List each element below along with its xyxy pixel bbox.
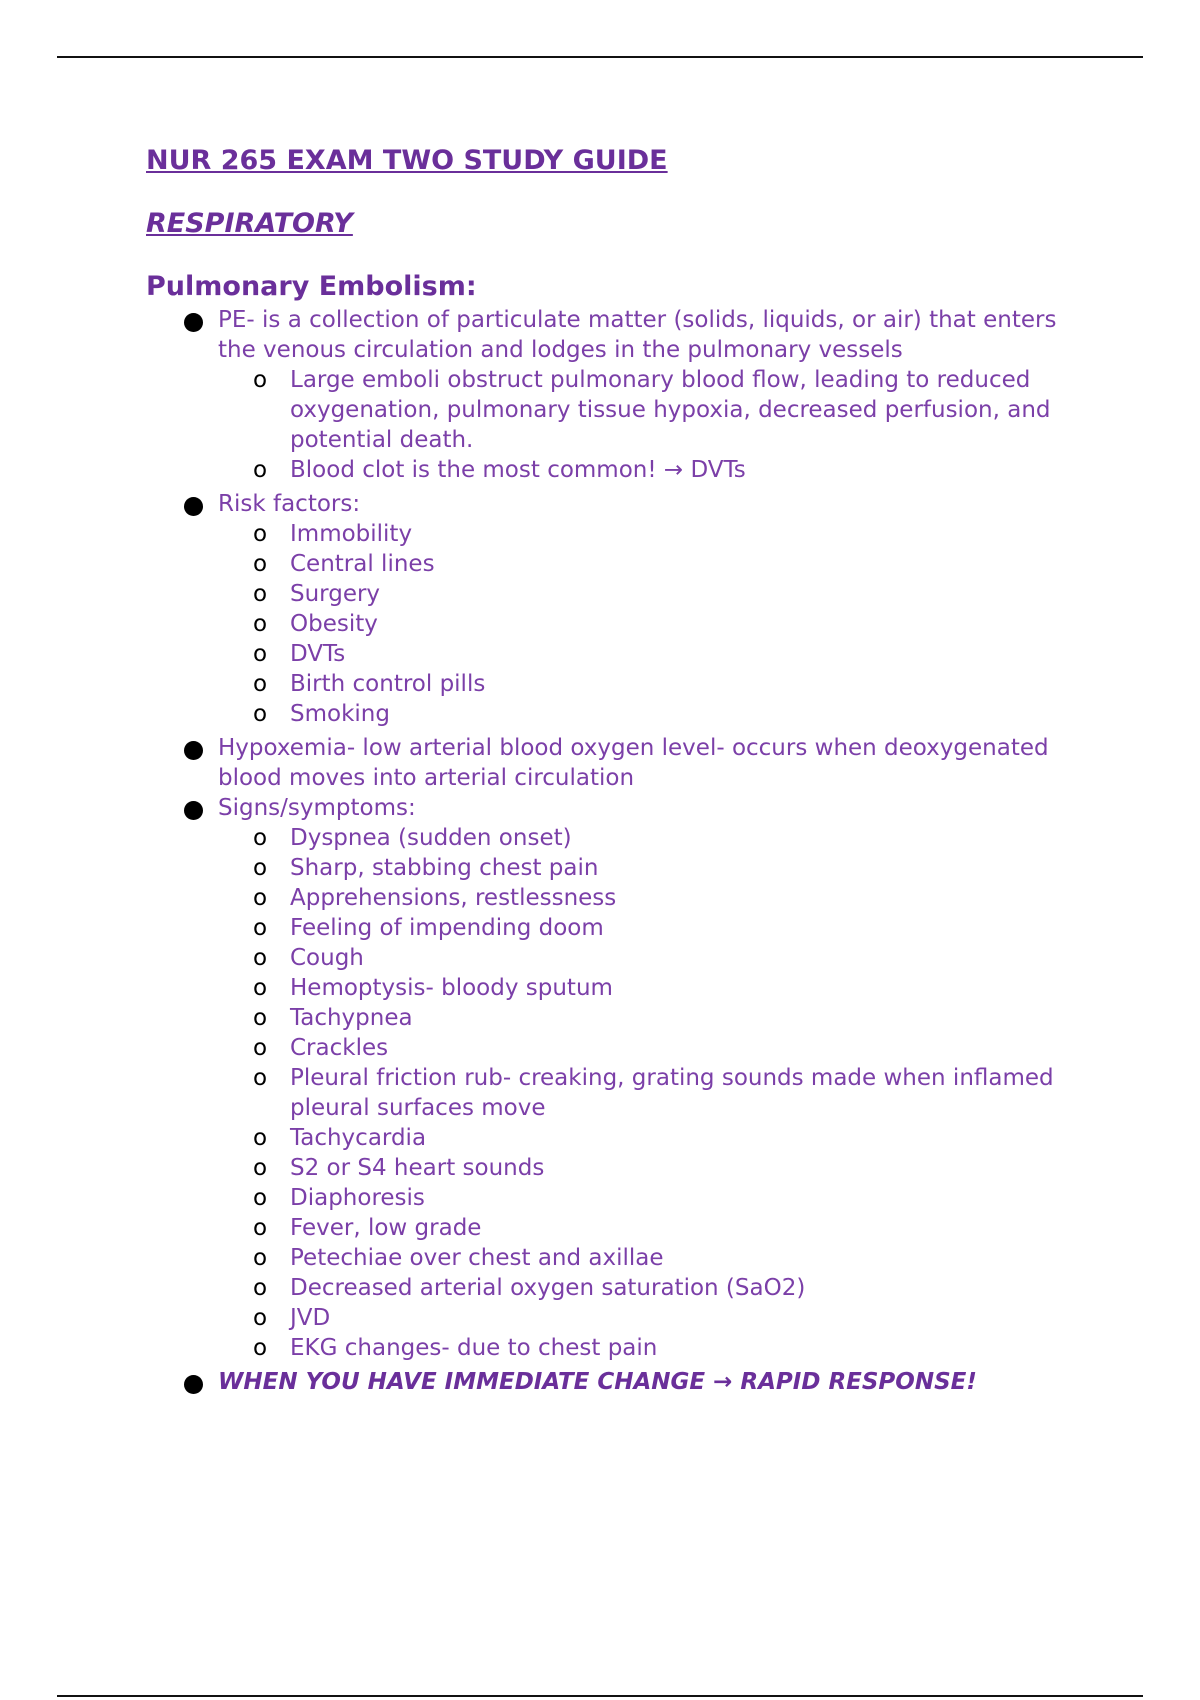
list-item: o Apprehensions, restlessness — [253, 885, 617, 911]
list-item: o Central lines — [253, 551, 435, 577]
sub-bullet-icon: o — [253, 885, 268, 911]
list-item — [146, 305, 1086, 485]
sub-bullet-icon: o — [253, 581, 268, 607]
list-item: o Petechiae over chest and axillae — [253, 1245, 664, 1271]
list-item: o EKG changes- due to chest pain — [253, 1335, 658, 1361]
list-item — [146, 489, 1086, 729]
sub-bullet-icon: o — [253, 641, 268, 667]
risk-factors-list — [218, 519, 1086, 729]
sub-bullet-icon: o — [253, 945, 268, 971]
sub-bullet-icon: o — [253, 1125, 268, 1151]
list-item: o Surgery — [253, 581, 381, 607]
list-item — [146, 1367, 1086, 1397]
sub-bullet-icon: o — [253, 1155, 268, 1181]
sub-bullet-icon: o — [253, 521, 268, 547]
list-item: o Obesity — [253, 611, 378, 637]
signs-label: Signs/symptoms: — [218, 795, 416, 821]
list-item: o Immobility — [253, 521, 413, 547]
list-item — [146, 733, 1086, 793]
list-item: o Large emboli obstruct pulmonary blood flow, leading to reduced oxygenation, pulmonary tissue hypoxia, decreased perfusion, and potential death. — [253, 367, 1051, 453]
sub-bullet-icon: o — [253, 1005, 268, 1031]
rapid-response-text: WHEN YOU HAVE IMMEDIATE CHANGE → RAPID RESPONSE! — [218, 1369, 977, 1395]
topic-title: Pulmonary Embolism: — [146, 271, 477, 302]
sub-bullet-icon: o — [253, 367, 268, 393]
sub-bullet-icon: o — [253, 1305, 268, 1331]
main-bullet-list — [146, 305, 1086, 1397]
list-item: o Birth control pills — [253, 671, 486, 697]
sub-bullet-icon: o — [253, 1065, 268, 1091]
hypoxemia-text: Hypoxemia- low arterial blood oxygen level- occurs when deoxygenated blood moves into arterial circulation — [218, 735, 1049, 791]
bullet-icon — [184, 1375, 203, 1394]
list-item — [146, 793, 1086, 1363]
sub-bullet-icon: o — [253, 1335, 268, 1361]
sub-bullet-icon: o — [253, 1275, 268, 1301]
bullet-icon — [184, 801, 203, 820]
list-item: o Smoking — [253, 701, 390, 727]
risk-factors-label: Risk factors: — [218, 491, 361, 517]
definition-text: PE- is a collection of particulate matter (solids, liquids, or air) that enters the venous circulation and lodges in the pulmonary vessels — [218, 307, 1057, 363]
list-item: o Tachypnea — [253, 1005, 413, 1031]
sub-bullet-icon: o — [253, 671, 268, 697]
list-item: o JVD — [253, 1305, 331, 1331]
sub-bullet-icon: o — [253, 915, 268, 941]
sub-bullet-icon: o — [253, 975, 268, 1001]
sub-bullet-icon: o — [253, 1035, 268, 1061]
section-title: RESPIRATORY — [146, 208, 353, 239]
list-item: o Diaphoresis — [253, 1185, 425, 1211]
list-item: o DVTs — [253, 641, 346, 667]
page-content — [146, 140, 1086, 1397]
sub-bullet-icon: o — [253, 1215, 268, 1241]
sub-bullet-icon: o — [253, 551, 268, 577]
sub-bullet-icon: o — [253, 701, 268, 727]
list-item: o Sharp, stabbing chest pain — [253, 855, 599, 881]
sub-bullet-icon: o — [253, 1185, 268, 1211]
sub-bullet-icon: o — [253, 1245, 268, 1271]
list-item: o Blood clot is the most common! → DVTs — [253, 457, 746, 483]
list-item: o Crackles — [253, 1035, 389, 1061]
sub-bullet-icon: o — [253, 825, 268, 851]
list-item: o Dyspnea (sudden onset) — [253, 825, 572, 851]
bullet-icon — [184, 741, 203, 760]
list-item: o Hemoptysis- bloody sputum — [253, 975, 613, 1001]
footer-rule — [57, 1695, 1143, 1697]
list-item: o S2 or S4 heart sounds — [253, 1155, 545, 1181]
list-item: o Feeling of impending doom — [253, 915, 604, 941]
sub-bullet-icon: o — [253, 611, 268, 637]
bullet-icon — [184, 313, 203, 332]
list-item: o Decreased arterial oxygen saturation (SaO2) — [253, 1275, 806, 1301]
signs-list — [218, 823, 1086, 1363]
definition-sublist — [218, 365, 1086, 485]
header-rule — [57, 56, 1143, 58]
sub-bullet-icon: o — [253, 855, 268, 881]
bullet-icon — [184, 497, 203, 516]
document-title: NUR 265 EXAM TWO STUDY GUIDE — [146, 145, 668, 176]
list-item: o Pleural friction rub- creaking, grating sounds made when inflamed pleural surfaces move — [253, 1065, 1054, 1121]
list-item: o Cough — [253, 945, 364, 971]
list-item: o Fever, low grade — [253, 1215, 482, 1241]
sub-bullet-icon: o — [253, 457, 268, 483]
list-item: o Tachycardia — [253, 1125, 427, 1151]
